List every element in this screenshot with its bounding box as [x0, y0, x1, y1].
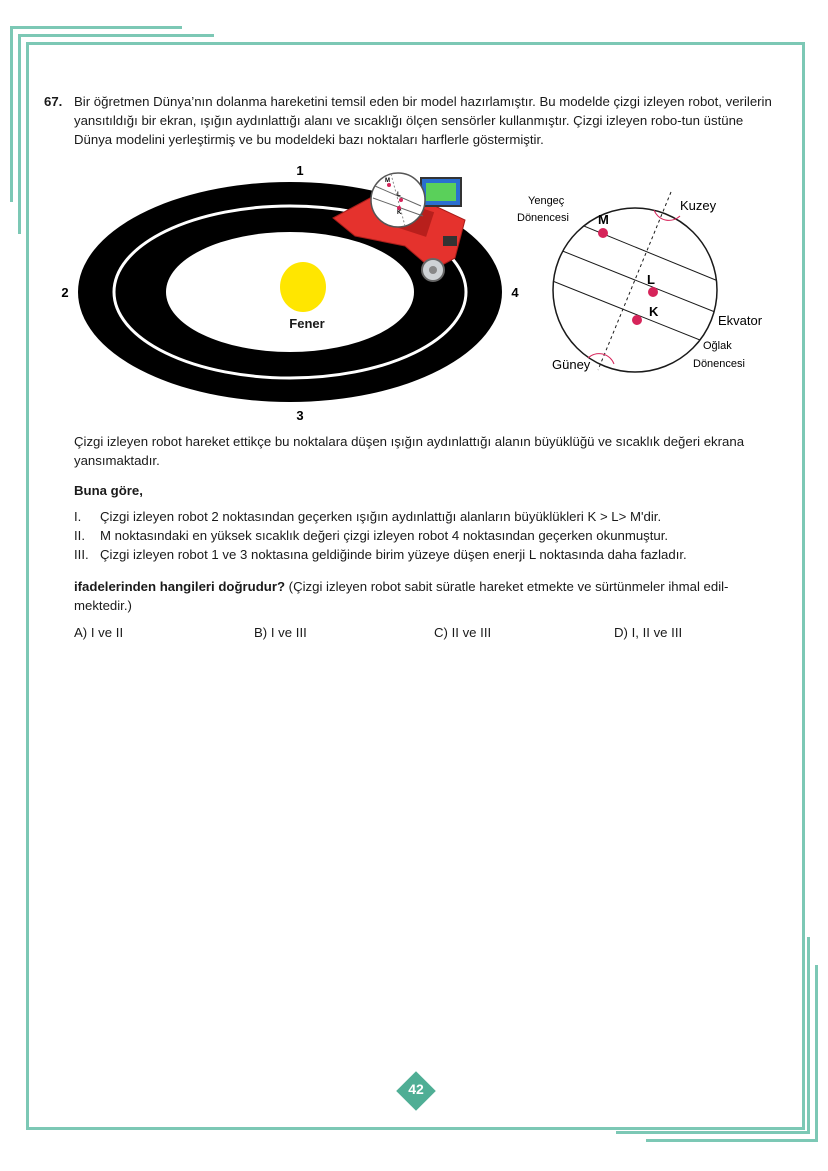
label-l: L [647, 272, 655, 287]
corner-line [10, 26, 182, 29]
question-ask [74, 577, 786, 615]
statement-3 [74, 545, 786, 564]
statement-number: I. [74, 509, 82, 524]
sun-lamp [280, 262, 326, 312]
question-lead: Buna göre, [74, 483, 143, 498]
mini-label-l: L [397, 192, 401, 198]
question-body: Çizgi izleyen robot hareket ettikçe bu noktalara düşen ışığın aydınlattığı alanın büyüklüğü ve sıcaklık değeri ekrana yansımaktadır. [74, 434, 745, 468]
corner-line [646, 1139, 818, 1142]
label-yengec-donencesi: Dönencesi [517, 212, 569, 224]
choice-text: I ve II [90, 625, 124, 640]
choice-letter: A) [74, 625, 88, 640]
label-yengec: Yengeç [528, 195, 565, 207]
answer-choices [74, 625, 786, 645]
point-k [632, 315, 642, 325]
label-m: M [598, 212, 609, 227]
statement-number: III. [74, 547, 89, 562]
choice-text: I ve III [270, 625, 307, 640]
statement-number: II. [74, 528, 85, 543]
question-intro: Bir öğretmen Dünya’nın dolanma hareketini temsil eden bir model hazırlamıştır. Bu modelde çizgi izleyen robot, verilerin yansıtıldığı bir ekran, ışığın aydınlattığı alanı ve sıcaklığı ölçen sensörler kullanmıştır. Çizgi izleyen robo-tun üstüne Dünya modelini yerleştirmiş ve bu modeldeki bazı noktaları harflerle göstermiştir. [74, 94, 772, 147]
mini-label-k: K [397, 210, 402, 216]
question-block [44, 92, 784, 149]
choice-a[interactable] [74, 625, 123, 640]
orbit-point-3: 3 [296, 408, 304, 423]
mini-label-m: M [385, 178, 390, 184]
orbit-point-4: 4 [511, 285, 519, 300]
label-kuzey: Kuzey [680, 198, 717, 213]
choice-c[interactable] [434, 625, 491, 640]
choice-text: I, II ve III [631, 625, 683, 640]
corner-line [18, 34, 214, 37]
question-ask-note: (Çizgi izleyen robot sabit süratle hareket etmekte ve sürtünmeler ihmal edil-mektedir.) [74, 579, 729, 613]
statement-text: Çizgi izleyen robot 2 noktasından geçerken ışığın aydınlattığı alanların büyüklükleri K > L> M'dir. [100, 509, 662, 524]
label-oglak-donencesi: Dönencesi [693, 358, 745, 370]
question-ask-bold: ifadelerinden hangileri doğrudur? [74, 579, 286, 594]
point-m [598, 228, 608, 238]
corner-line [10, 26, 13, 202]
orbit-point-1: 1 [296, 163, 304, 178]
question-number: 67. [44, 94, 63, 109]
corner-line [815, 965, 818, 1142]
page-number: 42 [408, 1081, 424, 1097]
choice-letter: C) [434, 625, 448, 640]
orbit-figure [55, 158, 525, 428]
statement-1 [74, 507, 786, 526]
sun-label: Fener [289, 316, 325, 331]
label-guney: Güney [552, 357, 591, 372]
label-k: K [649, 304, 659, 319]
statement-text: M noktasındaki en yüksek sıcaklık değeri çizgi izleyen robot 4 noktasından geçerken okunmuştur. [100, 528, 669, 543]
label-oglak: Oğlak [703, 340, 732, 352]
earth-globe [553, 208, 717, 372]
statement-2 [74, 526, 786, 545]
choice-d[interactable] [614, 625, 682, 640]
choice-letter: B) [254, 625, 268, 640]
corner-line [18, 34, 21, 234]
label-ekvator: Ekvator [718, 313, 763, 328]
point-l [648, 287, 658, 297]
corner-line [616, 1131, 810, 1134]
choice-b[interactable] [254, 625, 307, 640]
choice-letter: D) [614, 625, 628, 640]
orbit-point-2: 2 [61, 285, 69, 300]
choice-text: II ve III [451, 625, 492, 640]
corner-line [807, 937, 810, 1134]
statement-text: Çizgi izleyen robot 1 ve 3 noktasına geldiğinde birim yüzeye düşen enerji L noktasında daha fazladır. [100, 547, 687, 562]
globe-figure [510, 190, 780, 380]
